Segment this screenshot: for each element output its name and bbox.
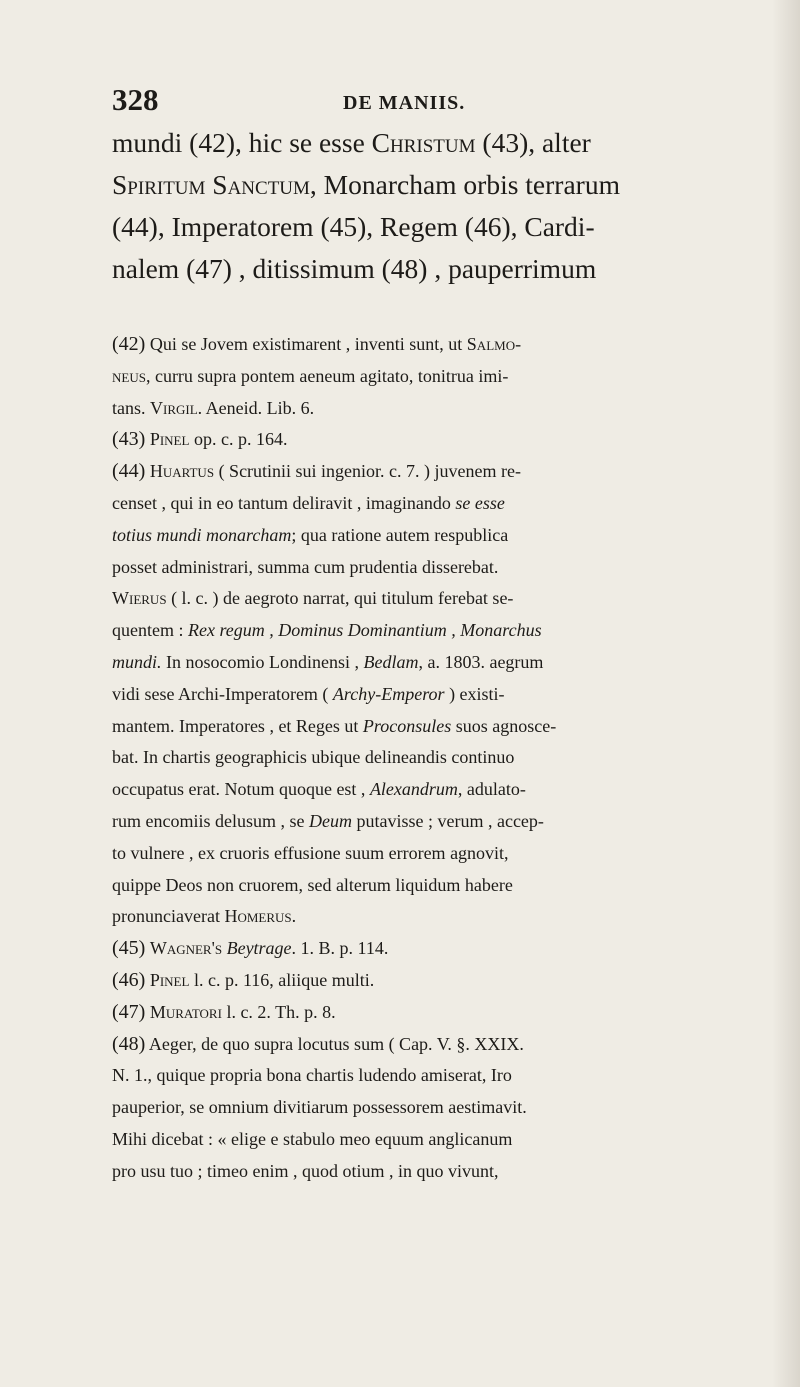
text-span: Qui se Jovem existimarent , inventi sunt, ut (145, 334, 467, 354)
page-number: 328 (112, 82, 159, 117)
footnote-48 (112, 1029, 784, 1061)
running-head: DE MANIIS. (343, 92, 466, 114)
text-span: pronunciaverat (112, 906, 225, 927)
footnote-line (112, 806, 784, 838)
footnote-line (112, 711, 784, 743)
italic-span: Bedlam (363, 651, 419, 672)
text-span: mantem. Imperatores , et Reges ut (112, 715, 363, 736)
footnote-number: (43) (112, 428, 146, 451)
text-span: ; qua ratione autem respublica (291, 524, 509, 545)
footnote-number: (46) (112, 968, 146, 991)
name-salmoneus: Salmo- (466, 334, 522, 354)
text-span: mundi (42), hic se esse (112, 127, 372, 158)
page-header (0, 82, 800, 122)
text-span: , curru supra pontem aeneum agitato, tonitrua imi- (145, 365, 509, 386)
main-text (112, 122, 784, 290)
text-span: op. c. p. 164. (189, 429, 288, 450)
text-span: rum encomiis delusum , se (112, 810, 309, 831)
text-line (112, 122, 784, 164)
footnote-line: pauperior, se omnium divitiarum possessorem aestimavit. (112, 1097, 527, 1118)
footnote-number: (44) (112, 460, 146, 483)
text-span: ( Scrutinii sui ingenior. c. 7. ) juvenem re- (214, 461, 521, 482)
footnote-line: pro usu tuo ; timeo enim , quod otium , in quo vivunt, (112, 1160, 499, 1181)
name-huartus: Huartus (149, 461, 215, 482)
italic-span: mundi. (112, 651, 162, 672)
footnote-number: (45) (112, 937, 146, 960)
footnote-line: posset administrari, summa cum prudentia disserebat. (112, 556, 499, 577)
footnote-number: (48) (112, 1032, 146, 1055)
name-homerus: Homerus (224, 906, 292, 927)
footnote-number: (42) (112, 333, 146, 355)
footnote-line (112, 901, 784, 933)
name-virgil: Virgil (150, 397, 198, 418)
text-span: . 1. B. p. 114. (291, 938, 389, 959)
footnote-line: N. 1., quique propria bona chartis ludendo amiserat, Iro (112, 1065, 512, 1086)
text-span: , a. 1803. aegrum (418, 651, 544, 672)
text-span: censet , qui in eo tantum deliravit , imaginando (112, 492, 456, 513)
text-span: , adulato- (457, 779, 526, 800)
text-span: (43), alter (475, 127, 591, 158)
name-muratori: Muratori (149, 1001, 222, 1022)
name-pinel: Pinel (149, 969, 190, 990)
text-span: ) existi- (444, 683, 505, 704)
name-pinel: Pinel (149, 429, 190, 450)
text-span: putavisse ; verum , accep- (351, 810, 544, 831)
text-span: Aeger, de quo supra locutus sum ( Cap. V. §. XXIX. (145, 1033, 524, 1054)
text-span: . (291, 906, 297, 927)
name-salmoneus-end: neus (112, 365, 146, 386)
footnote-44 (112, 456, 784, 488)
footnote-line (112, 583, 784, 615)
footnote-47 (112, 997, 784, 1029)
footnote-line: to vulnere , ex cruoris effusione suum errorem agnovit, (112, 842, 509, 863)
italic-span: Proconsules (362, 715, 452, 736)
text-span: l. c. 2. Th. p. 8. (221, 1001, 336, 1022)
footnote-line (112, 361, 784, 393)
footnote-46 (112, 965, 784, 997)
footnote-line (112, 679, 784, 711)
italic-span: Rex regum , Dominus Dominantium , Monarchus (187, 620, 542, 641)
footnote-line: bat. In chartis geographicis ubique delineandis continuo (112, 747, 515, 768)
text-span: ( l. c. ) de aegroto narrat, qui titulum ferebat se- (166, 588, 514, 609)
text-span: In nosocomio Londinensi , (161, 651, 364, 672)
footnote-line: Mihi dicebat : « elige e stabulo meo equum anglicanum (112, 1128, 513, 1149)
footnote-line (112, 393, 784, 425)
text-span: vidi sese Archi-Imperatorem ( (112, 683, 333, 704)
footnote-line (112, 774, 784, 806)
italic-span: totius mundi monarcham (112, 524, 292, 545)
footnote-line (112, 520, 784, 552)
italic-span: se esse (455, 492, 505, 513)
name-wierus: Wierus (112, 588, 167, 609)
text-line: nalem (47) , ditissimum (48) , pauperrimum (112, 253, 597, 284)
text-line (112, 164, 784, 206)
text-span: l. c. p. 116, aliique multi. (189, 969, 375, 990)
name-christum: Christum (371, 127, 476, 158)
footnote-line (112, 488, 784, 520)
footnote-45 (112, 933, 784, 965)
italic-span: Beytrage (222, 938, 292, 959)
footnote-line (112, 647, 784, 679)
footnote-43 (112, 424, 784, 456)
name-wagner: Wagner's (149, 938, 223, 959)
footnotes (112, 329, 784, 1188)
text-span: . Aeneid. Lib. 6. (197, 397, 315, 418)
text-span: occupatus erat. Notum quoque est , (112, 779, 370, 800)
footnote-number: (47) (112, 1000, 146, 1023)
footnote-42 (112, 329, 784, 361)
text-span: , Monarcham orbis terrarum (309, 169, 620, 200)
footnote-line: quippe Deos non cruorem, sed alterum liquidum habere (112, 874, 513, 895)
text-span: quentem : (112, 620, 188, 641)
text-line: (44), Imperatorem (45), Regem (46), Cardi- (112, 211, 595, 242)
footnote-line (112, 615, 784, 647)
text-span: suos agnosce- (451, 715, 557, 736)
text-span: tans. (112, 397, 150, 418)
italic-span: Deum (308, 810, 352, 831)
italic-span: Alexandrum (369, 779, 458, 800)
italic-span: Archy-Emperor (332, 683, 445, 704)
name-spiritum-sanctum: Spiritum Sanctum (112, 169, 310, 200)
